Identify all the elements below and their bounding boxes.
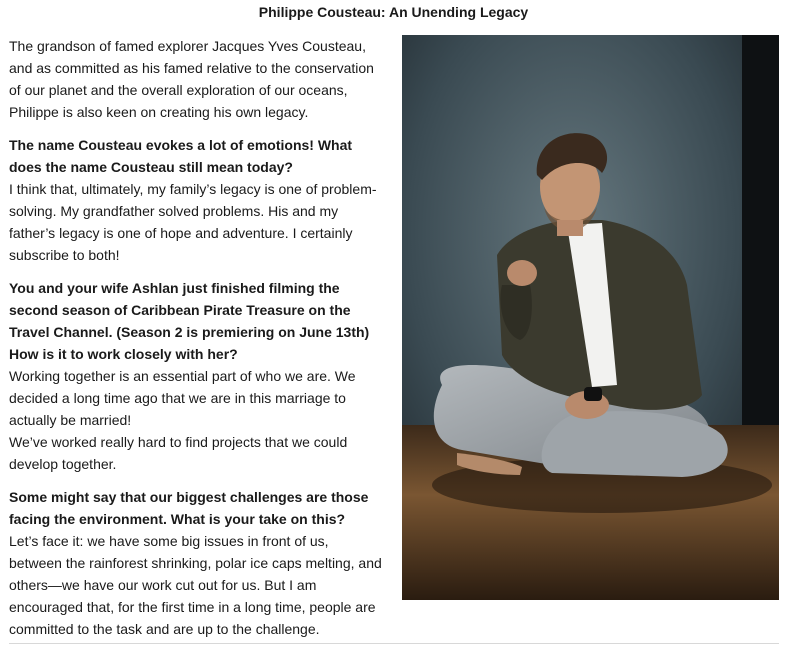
intro-paragraph: The grandson of famed explorer Jacques Yves Cousteau, and as committed as his famed relative to the conservation of our planet and the overall exploration of our oceans, Philippe is also keen on creating his own legacy. — [9, 38, 374, 120]
wristwatch — [584, 387, 602, 401]
article-body — [9, 35, 383, 651]
qa-block-3 — [9, 486, 383, 640]
backdrop-edge — [742, 35, 779, 435]
answer-2-line-1: Working together is an essential part of who we are. We decided a long time ago that we are in this marriage to actually be married! — [9, 368, 356, 428]
question-1: The name Cousteau evokes a lot of emotions! What does the name Cousteau still mean today? — [9, 137, 353, 175]
answer-3-line-1: Let’s face it: we have some big issues in front of us, between the rainforest shrinking, polar ice caps melting, and others—we have our work cut out for us. But I am encouraged that, for the first time in a long time, people are committed to the task and are up to the challenge. — [9, 533, 382, 637]
answer-2-line-2: We’ve worked really hard to find projects that we could develop together. — [9, 434, 348, 472]
qa-block-2 — [9, 277, 383, 475]
qa-block-1 — [9, 134, 383, 266]
divider — [9, 643, 779, 644]
question-3: Some might say that our biggest challenges are those facing the environment. What is your take on this? — [9, 489, 369, 527]
portrait-photo — [402, 35, 779, 600]
portrait-illustration — [402, 35, 779, 600]
neck — [557, 220, 583, 236]
answer-1-line-1: I think that, ultimately, my family’s legacy is one of problem-solving. My grandfather solved problems. His and my father’s legacy is one of hope and adventure. I certainly subscribe to both! — [9, 181, 377, 263]
question-2: You and your wife Ashlan just finished filming the second season of Caribbean Pirate Treasure on the Travel Channel. (Season 2 is premiering on June 13th) How is it to work closely with her? — [9, 280, 370, 362]
article-title: Philippe Cousteau: An Unending Legacy — [258, 4, 529, 20]
hand-under-chin — [507, 260, 537, 286]
